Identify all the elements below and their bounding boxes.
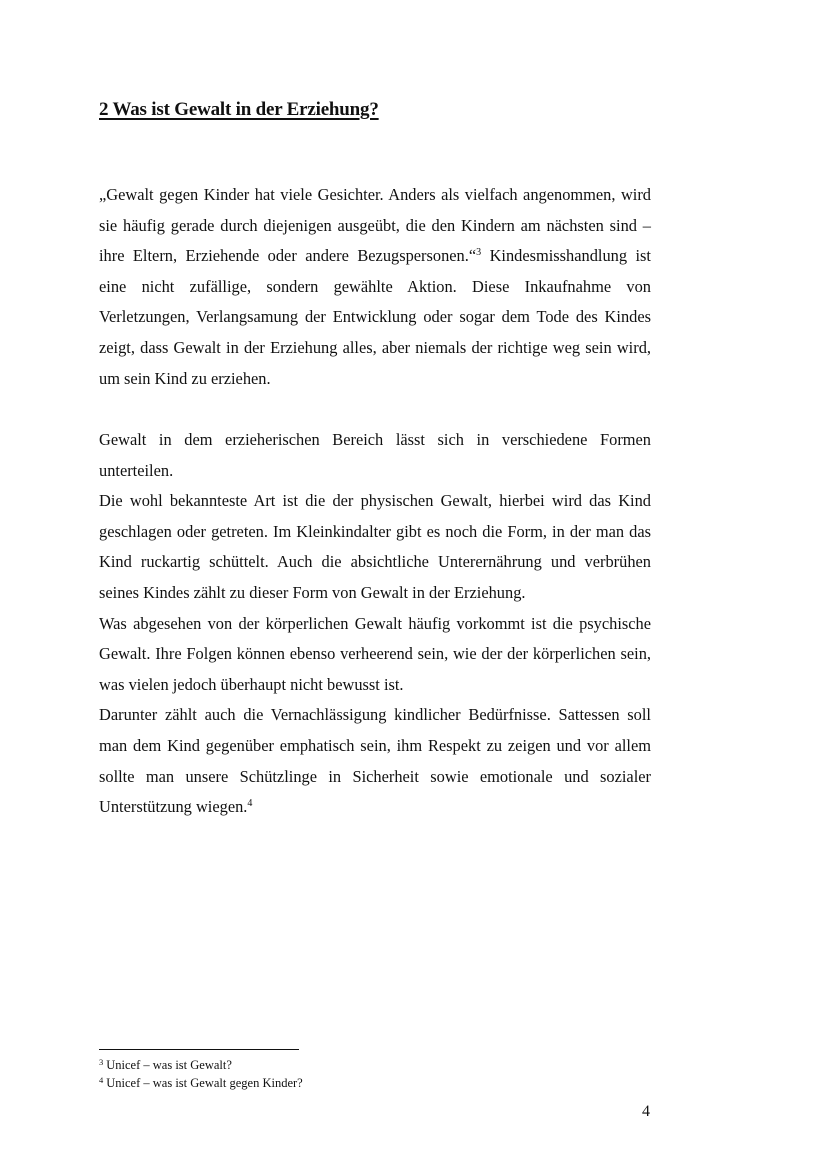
page-number: 4	[642, 1103, 650, 1120]
body-paragraph-1	[99, 180, 651, 394]
footnote-divider	[99, 1049, 299, 1050]
footnote-text: Unicef – was ist Gewalt gegen Kinder?	[106, 1076, 303, 1090]
paragraph-physical: Die wohl bekannteste Art ist die der physischen Gewalt, hierbei wird das Kind geschlagen oder getreten. Im Kleinkindalter gibt es noch die Form, in der man das Kind ruckartig schüttelt. Auch die absichtliche Unterernährung und verbrühen seines Kindes zählt zu dieser Form von Gewalt in der Erziehung.	[99, 491, 651, 602]
paragraph-forms: Gewalt in dem erzieherischen Bereich lässt sich in verschiedene Formen unterteilen.	[99, 430, 651, 480]
footnote-item	[99, 1056, 303, 1074]
paragraph-neglect	[99, 700, 651, 822]
section-heading: 2 Was ist Gewalt in der Erziehung?	[99, 99, 379, 120]
footnote-item	[99, 1074, 303, 1092]
paragraph-text	[99, 180, 651, 394]
footnote-number: 3	[99, 1057, 104, 1067]
quote-text: „Gewalt gegen Kinder hat viele Gesichter. Anders als vielfach angenommen, wird sie häufig gerade durch diejenigen ausgeübt, die den Kindern am nächsten sind – ihre Eltern, Erziehende oder andere Bezugspersonen.“	[99, 185, 651, 266]
neglect-text: Darunter zählt auch die Vernachlässigung kindlicher Bedürfnisse. Sattessen soll man dem Kind gegenüber emphatisch sein, ihm Respekt zu zeigen und vor allem sollte man unsere Schützlinge in Sicherheit sowie emotionale und sozialer Unterstützung wiegen.	[99, 705, 651, 817]
paragraph-psychological: Was abgesehen von der körperlichen Gewalt häufig vorkommt ist die psychische Gewalt. Ihre Folgen können ebenso verheerend sein, wie der der körperlichen sein, was vielen jedoch überhaupt nicht bewusst ist.	[99, 613, 651, 694]
footnote-ref-4: 4	[247, 798, 253, 810]
footnote-text: Unicef – was ist Gewalt?	[106, 1058, 232, 1072]
footnote-number: 4	[99, 1075, 104, 1085]
footnote-ref-3: 3	[476, 247, 482, 259]
body-paragraph-2	[99, 425, 651, 823]
footnotes	[99, 1056, 303, 1092]
continuation-text: Kindesmisshandlung ist eine nicht zufällige, sondern gewählte Aktion. Diese Inkaufnahme von Verletzungen, Verlangsamung der Entwicklung oder sogar dem Tode des Kindes zeigt, dass Gewalt in der Erziehung alles, aber niemals der richtige weg sein wird, um sein Kind zu erziehen.	[99, 246, 651, 388]
